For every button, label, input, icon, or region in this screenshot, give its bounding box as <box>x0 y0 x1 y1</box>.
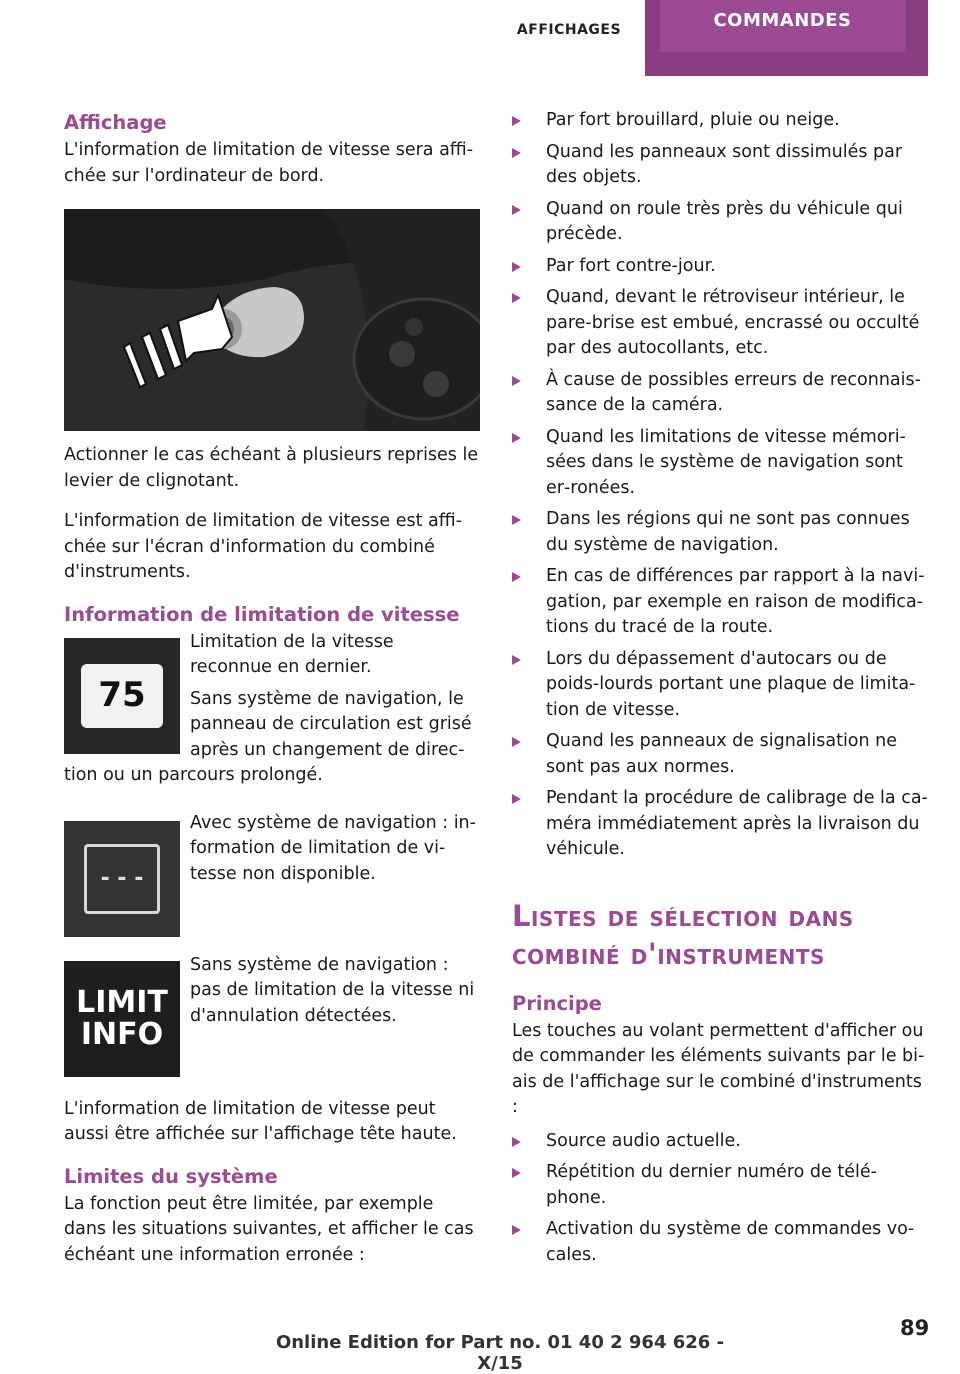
limit-info-line2: INFO <box>80 1016 164 1052</box>
limit-info-line1: LIMIT <box>76 984 168 1020</box>
arrow-bullet-icon <box>512 572 521 582</box>
turn-signal-lever-image <box>64 209 480 431</box>
sign-row-75 <box>64 630 480 789</box>
limit-info-sign <box>64 961 180 1077</box>
sign3-text: Sans système de navigation : pas de limitation de la vitesse ni d'annulation détectées. <box>190 954 475 1026</box>
tab-label: COMMANDES <box>660 0 905 52</box>
list-item: En cas de différences par rapport à la navi‐gation, par exemple en raison de modifica‐tions du tracé de la route. <box>512 564 932 641</box>
list-item: Quand les panneaux sont dissimulés par des objets. <box>512 140 932 191</box>
right-column <box>512 108 932 1274</box>
sign2-text: Avec système de navigation : in‐formation de limitation de vi‐tesse non disponible. <box>190 812 476 884</box>
list-item: Dans les régions qui ne sont pas connues du système de navigation. <box>512 507 932 558</box>
arrow-bullet-icon <box>512 737 521 747</box>
arrow-bullet-icon <box>512 1137 521 1147</box>
footer-edition: Online Edition for Part no. 01 40 2 964 626 - X/15 <box>275 1332 725 1374</box>
affichage-text: L'information de limitation de vitesse sera affi‐chée sur l'ordinateur de bord. <box>64 140 474 186</box>
arrow-bullet-icon <box>512 262 521 272</box>
list-item: Pendant la procédure de calibrage de la ca‐méra immédiatement après la livraison du véhicule. <box>512 786 932 863</box>
arrow-bullet-icon <box>512 794 521 804</box>
list-item: Répétition du dernier numéro de télé‐phone. <box>512 1160 932 1211</box>
list-item: À cause de possibles erreurs de reconnais‐sance de la caméra. <box>512 368 932 419</box>
active-tab-commandes[interactable] <box>645 0 928 76</box>
affichage-heading: Affichage <box>64 111 167 134</box>
principe-heading: Principe <box>512 991 602 1015</box>
list-item: Activation du système de commandes vo‐cales. <box>512 1217 932 1268</box>
para-combine: L'information de limitation de vitesse est affi‐chée sur l'écran d'information du combiné d'instruments. <box>64 511 462 582</box>
sign1-text2: Sans système de navigation, le panneau de circulation est grisé après un changement de direc‐tion ou un parcours prolongé. <box>64 688 472 785</box>
arrow-bullet-icon <box>512 1225 521 1235</box>
speed-limit-75-sign <box>64 638 180 754</box>
arrow-bullet-icon <box>512 205 521 215</box>
page-number: 89 <box>900 1316 930 1340</box>
arrow-bullet-icon <box>512 655 521 665</box>
list-item: Lors du dépassement d'autocars ou de poids-lourds portant une plaque de limita‐tion de vitesse. <box>512 647 932 724</box>
sign-row-limit-info <box>64 953 480 1083</box>
sign1-text1: Limitation de la vitesse reconnue en dernier. <box>190 631 394 677</box>
arrow-bullet-icon <box>512 376 521 386</box>
list-item: Quand on roule très près du véhicule qui précède. <box>512 197 932 248</box>
list-item: Quand les limitations de vitesse mémori‐sées dans le système de navigation sont er‐ronées. <box>512 425 932 502</box>
speed-limit-unavailable-sign <box>64 821 180 937</box>
list-item: Par fort contre-jour. <box>512 254 932 280</box>
para-clignotant: Actionner le cas échéant à plusieurs reprises le levier de clignotant. <box>64 445 479 491</box>
left-column <box>64 108 480 1268</box>
sign-row-unavailable <box>64 813 480 943</box>
para-hud: L'information de limitation de vitesse peut aussi être affichée sur l'affichage tête haute. <box>64 1098 457 1144</box>
principe-list <box>512 1129 932 1269</box>
arrow-bullet-icon <box>512 515 521 525</box>
sign-value-dashes: - - - <box>84 844 160 914</box>
info-heading: Information de limitation de vitesse <box>64 602 460 626</box>
list-item: Quand les panneaux de signalisation ne sont pas aux normes. <box>512 729 932 780</box>
list-item: Par fort brouillard, pluie ou neige. <box>512 108 932 134</box>
principe-text: Les touches au volant permettent d'afficher ou de commander les éléments suivants par le bi‐ais de l'affichage sur le combiné d'instruments : <box>512 1020 925 1117</box>
limits-heading: Limites du système <box>64 1164 278 1188</box>
arrow-bullet-icon <box>512 148 521 158</box>
limits-list <box>512 108 932 863</box>
section-label: AFFICHAGES <box>516 22 622 38</box>
arrow-bullet-icon <box>512 1168 521 1178</box>
list-item: Quand, devant le rétroviseur intérieur, le pare-brise est embué, encrassé ou occulté par des autocollants, etc. <box>512 285 932 362</box>
sign-value-75: 75 <box>81 664 163 728</box>
arrow-bullet-icon <box>512 116 521 126</box>
arrow-bullet-icon <box>512 293 521 303</box>
section-heading: Listes de sélection dans combiné d'instruments <box>512 898 854 971</box>
arrow-bullet-icon <box>512 433 521 443</box>
limits-text: La fonction peut être limitée, par exemple dans les situations suivantes, et afficher le cas échéant une information erronée : <box>64 1193 474 1265</box>
list-item: Source audio actuelle. <box>512 1129 932 1155</box>
